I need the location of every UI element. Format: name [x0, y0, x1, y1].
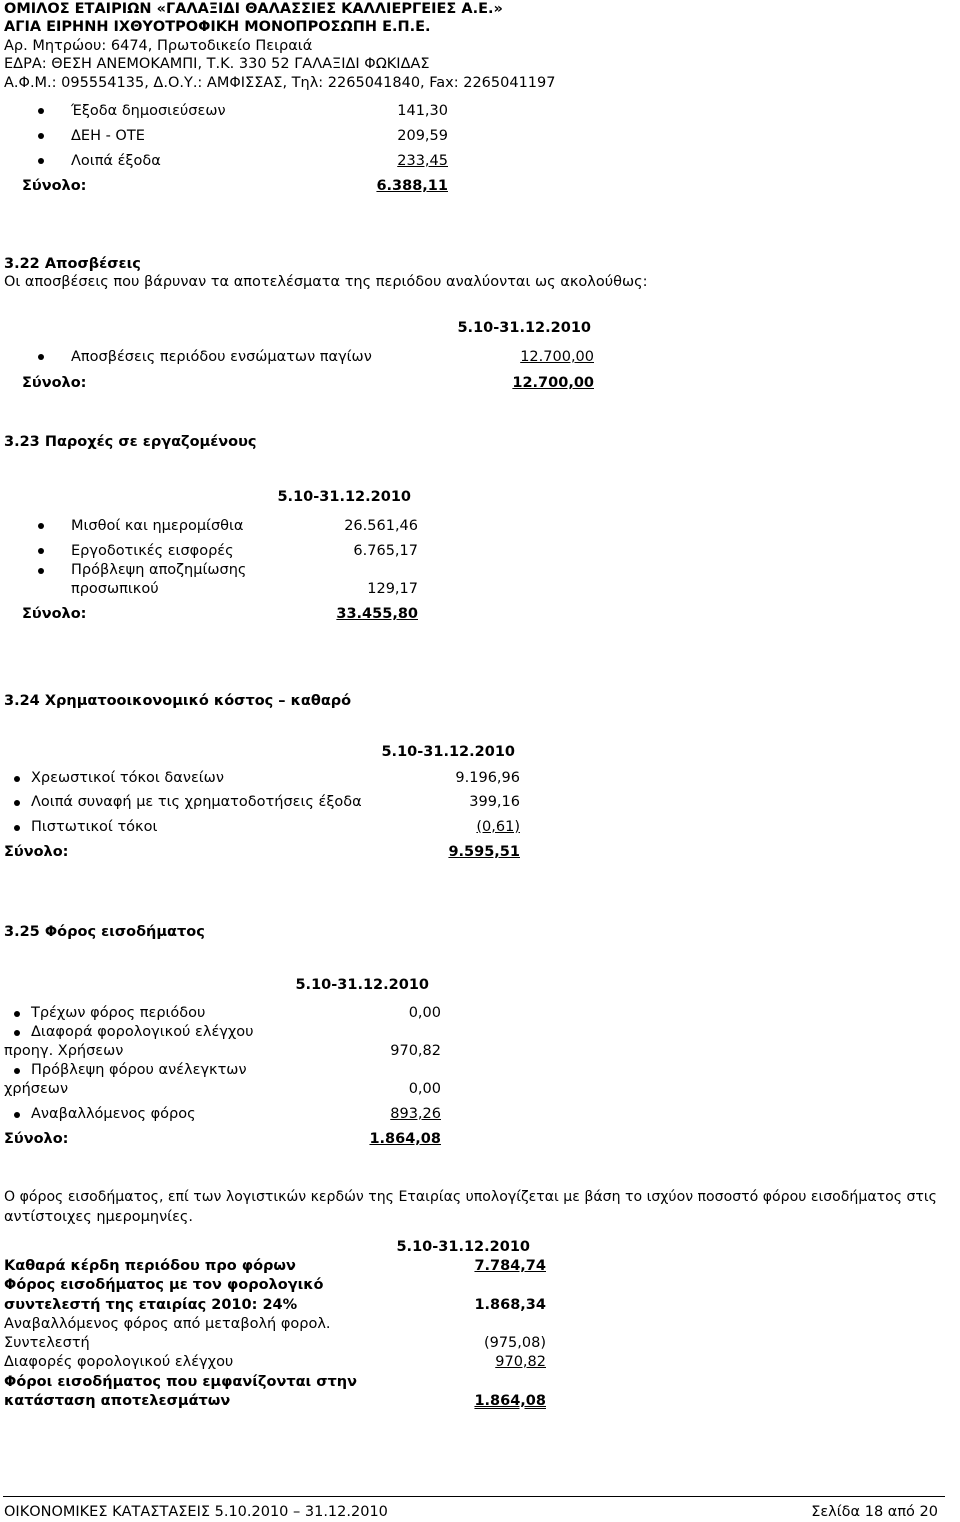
total-value: 33.455,80 [336, 606, 418, 622]
list-item-value: 0,00 [408, 1005, 441, 1021]
total-label: Σύνολο: [22, 606, 87, 622]
period-header: 5.10-31.12.2010 [457, 320, 591, 336]
page-number: Σελίδα 18 από 20 [811, 1504, 938, 1520]
header-registry: Αρ. Μητρώου: 6474, Πρωτοδικείο Πειραιά [4, 38, 313, 54]
list-item-value: 26.561,46 [344, 518, 418, 534]
period-header: 5.10-31.12.2010 [277, 489, 411, 505]
list-item-label: Λοιπά έξοδα [71, 153, 161, 169]
bullet-icon [38, 568, 44, 574]
recon-label-cont: Συντελεστή [4, 1335, 90, 1351]
period-header: 5.10-31.12.2010 [396, 1239, 530, 1255]
total-label: Σύνολο: [4, 844, 69, 860]
recon-label-cont: συντελεστή της εταιρίας 2010: 24% [4, 1297, 298, 1313]
bullet-icon [14, 825, 20, 831]
list-item-value: 141,30 [397, 103, 448, 119]
list-item-value: 0,00 [408, 1081, 441, 1097]
header-tax-contact: Α.Φ.Μ.: 095554135, Δ.Ο.Υ.: ΑΜΦΙΣΣΑΣ, Τηλ: 2265041840, Fax: 2265041197 [4, 75, 556, 91]
header-company-name: ΑΓΙΑ ΕΙΡΗΝΗ ΙΧΘΥΟΤΡΟΦΙΚΗ ΜΟΝΟΠΡΟΣΩΠΗ Ε.Π.Ε. [4, 19, 431, 35]
bullet-icon [38, 108, 44, 114]
recon-label: Φόροι εισοδήματος που εμφανίζονται στην [4, 1374, 357, 1390]
tax-explanation-line-1: Ο φόρος εισοδήματος, επί των λογιστικών κερδών της Εταιρίας υπολογίζεται με βάση το ισχύον ποσοστό φόρου εισοδήματος στις [4, 1189, 937, 1205]
list-item-value: 12.700,00 [520, 349, 594, 365]
list-item-label: Χρεωστικοί τόκοι δανείων [31, 770, 224, 786]
list-item-label: ΔΕΗ - ΟΤΕ [71, 128, 145, 144]
recon-value: 1.868,34 [474, 1297, 546, 1313]
section-title: 3.24 Χρηματοοικονομικό κόστος – καθαρό [4, 693, 352, 709]
total-value: 9.595,51 [448, 844, 520, 860]
footer-title: ΟΙΚΟΝΟΜΙΚΕΣ ΚΑΤΑΣΤΑΣΕΙΣ 5.10.2010 – 31.12.2010 [4, 1504, 388, 1520]
tax-explanation-line-2: αντίστοιχες ημερομηνίες. [4, 1209, 194, 1225]
period-header: 5.10-31.12.2010 [381, 744, 515, 760]
recon-value: 7.784,74 [474, 1258, 546, 1274]
list-item-value: 6.765,17 [353, 543, 418, 559]
recon-label: Αναβαλλόμενος φόρος από μεταβολή φορολ. [4, 1316, 331, 1332]
bullet-icon [38, 133, 44, 139]
list-item-value: 970,82 [390, 1043, 441, 1059]
list-item-label: Πρόβλεψη φόρου ανέλεγκτων [31, 1062, 247, 1078]
recon-label: Φόρος εισοδήματος με τον φορολογικό [4, 1277, 324, 1293]
total-value: 1.864,08 [369, 1131, 441, 1147]
period-header: 5.10-31.12.2010 [295, 977, 429, 993]
list-item-label-cont: προσωπικού [71, 581, 159, 597]
header-address: ΕΔΡΑ: ΘΕΣΗ ΑΝΕΜΟΚΑΜΠΙ, Τ.Κ. 330 52 ΓΑΛΑΞΙΔΙ ΦΩΚΙΔΑΣ [4, 56, 430, 72]
recon-value: 970,82 [495, 1354, 546, 1370]
recon-value: (975,08) [483, 1335, 546, 1351]
recon-label: Διαφορές φορολογικού ελέγχου [4, 1354, 234, 1370]
recon-label-cont: κατάσταση αποτελεσμάτων [4, 1393, 231, 1409]
bullet-icon [38, 354, 44, 360]
list-item-label: Διαφορά φορολογικού ελέγχου [31, 1024, 254, 1040]
list-item-label: Αποσβέσεις περιόδου ενσώματων παγίων [71, 349, 372, 365]
bullet-icon [14, 1011, 20, 1017]
bullet-icon [14, 1030, 20, 1036]
bullet-icon [14, 776, 20, 782]
list-item-label: Μισθοί και ημερομίσθια [71, 518, 244, 534]
section-title: 3.25 Φόρος εισοδήματος [4, 924, 205, 940]
section-title: 3.22 Αποσβέσεις [4, 256, 141, 272]
list-item-label: Λοιπά συναφή με τις χρηματοδοτήσεις έξοδα [31, 794, 362, 810]
total-label: Σύνολο: [22, 375, 87, 391]
list-item-value: 893,26 [390, 1106, 441, 1122]
list-item-value: (0,61) [476, 819, 520, 835]
list-item-label-cont: χρήσεων [4, 1081, 69, 1097]
recon-label: Καθαρά κέρδη περιόδου προ φόρων [4, 1258, 296, 1274]
total-label: Σύνολο: [4, 1131, 69, 1147]
list-item-value: 9.196,96 [455, 770, 520, 786]
list-item-label: Πρόβλεψη αποζημίωσης [71, 562, 247, 578]
bullet-icon [38, 523, 44, 529]
footer-divider [3, 1496, 945, 1497]
bullet-icon [14, 800, 20, 806]
list-item-label-cont: προηγ. Χρήσεων [4, 1043, 124, 1059]
list-item-label: Έξοδα δημοσιεύσεων [71, 103, 226, 119]
bullet-icon [38, 158, 44, 164]
list-item-value: 129,17 [367, 581, 418, 597]
section-description: Οι αποσβέσεις που βάρυναν τα αποτελέσματα της περιόδου αναλύονται ως ακολούθως: [4, 274, 648, 290]
total-value: 12.700,00 [512, 375, 594, 391]
total-value: 6.388,11 [376, 178, 448, 194]
list-item-value: 233,45 [397, 153, 448, 169]
list-item-label: Πιστωτικοί τόκοι [31, 819, 158, 835]
list-item-label: Εργοδοτικές εισφορές [71, 543, 234, 559]
recon-value: 1.864,08 [474, 1393, 546, 1409]
bullet-icon [14, 1112, 20, 1118]
header-company-group: ΟΜΙΛΟΣ ΕΤΑΙΡΙΩΝ «ΓΑΛΑΞΙΔΙ ΘΑΛΑΣΣΙΕΣ ΚΑΛΛΙΕΡΓΕΙΕΣ Α.Ε.» [4, 1, 503, 17]
list-item-label: Αναβαλλόμενος φόρος [31, 1106, 196, 1122]
bullet-icon [14, 1068, 20, 1074]
bullet-icon [38, 548, 44, 554]
list-item-label: Τρέχων φόρος περιόδου [31, 1005, 206, 1021]
section-title: 3.23 Παροχές σε εργαζομένους [4, 434, 257, 450]
list-item-value: 209,59 [397, 128, 448, 144]
list-item-value: 399,16 [469, 794, 520, 810]
total-label: Σύνολο: [22, 178, 87, 194]
